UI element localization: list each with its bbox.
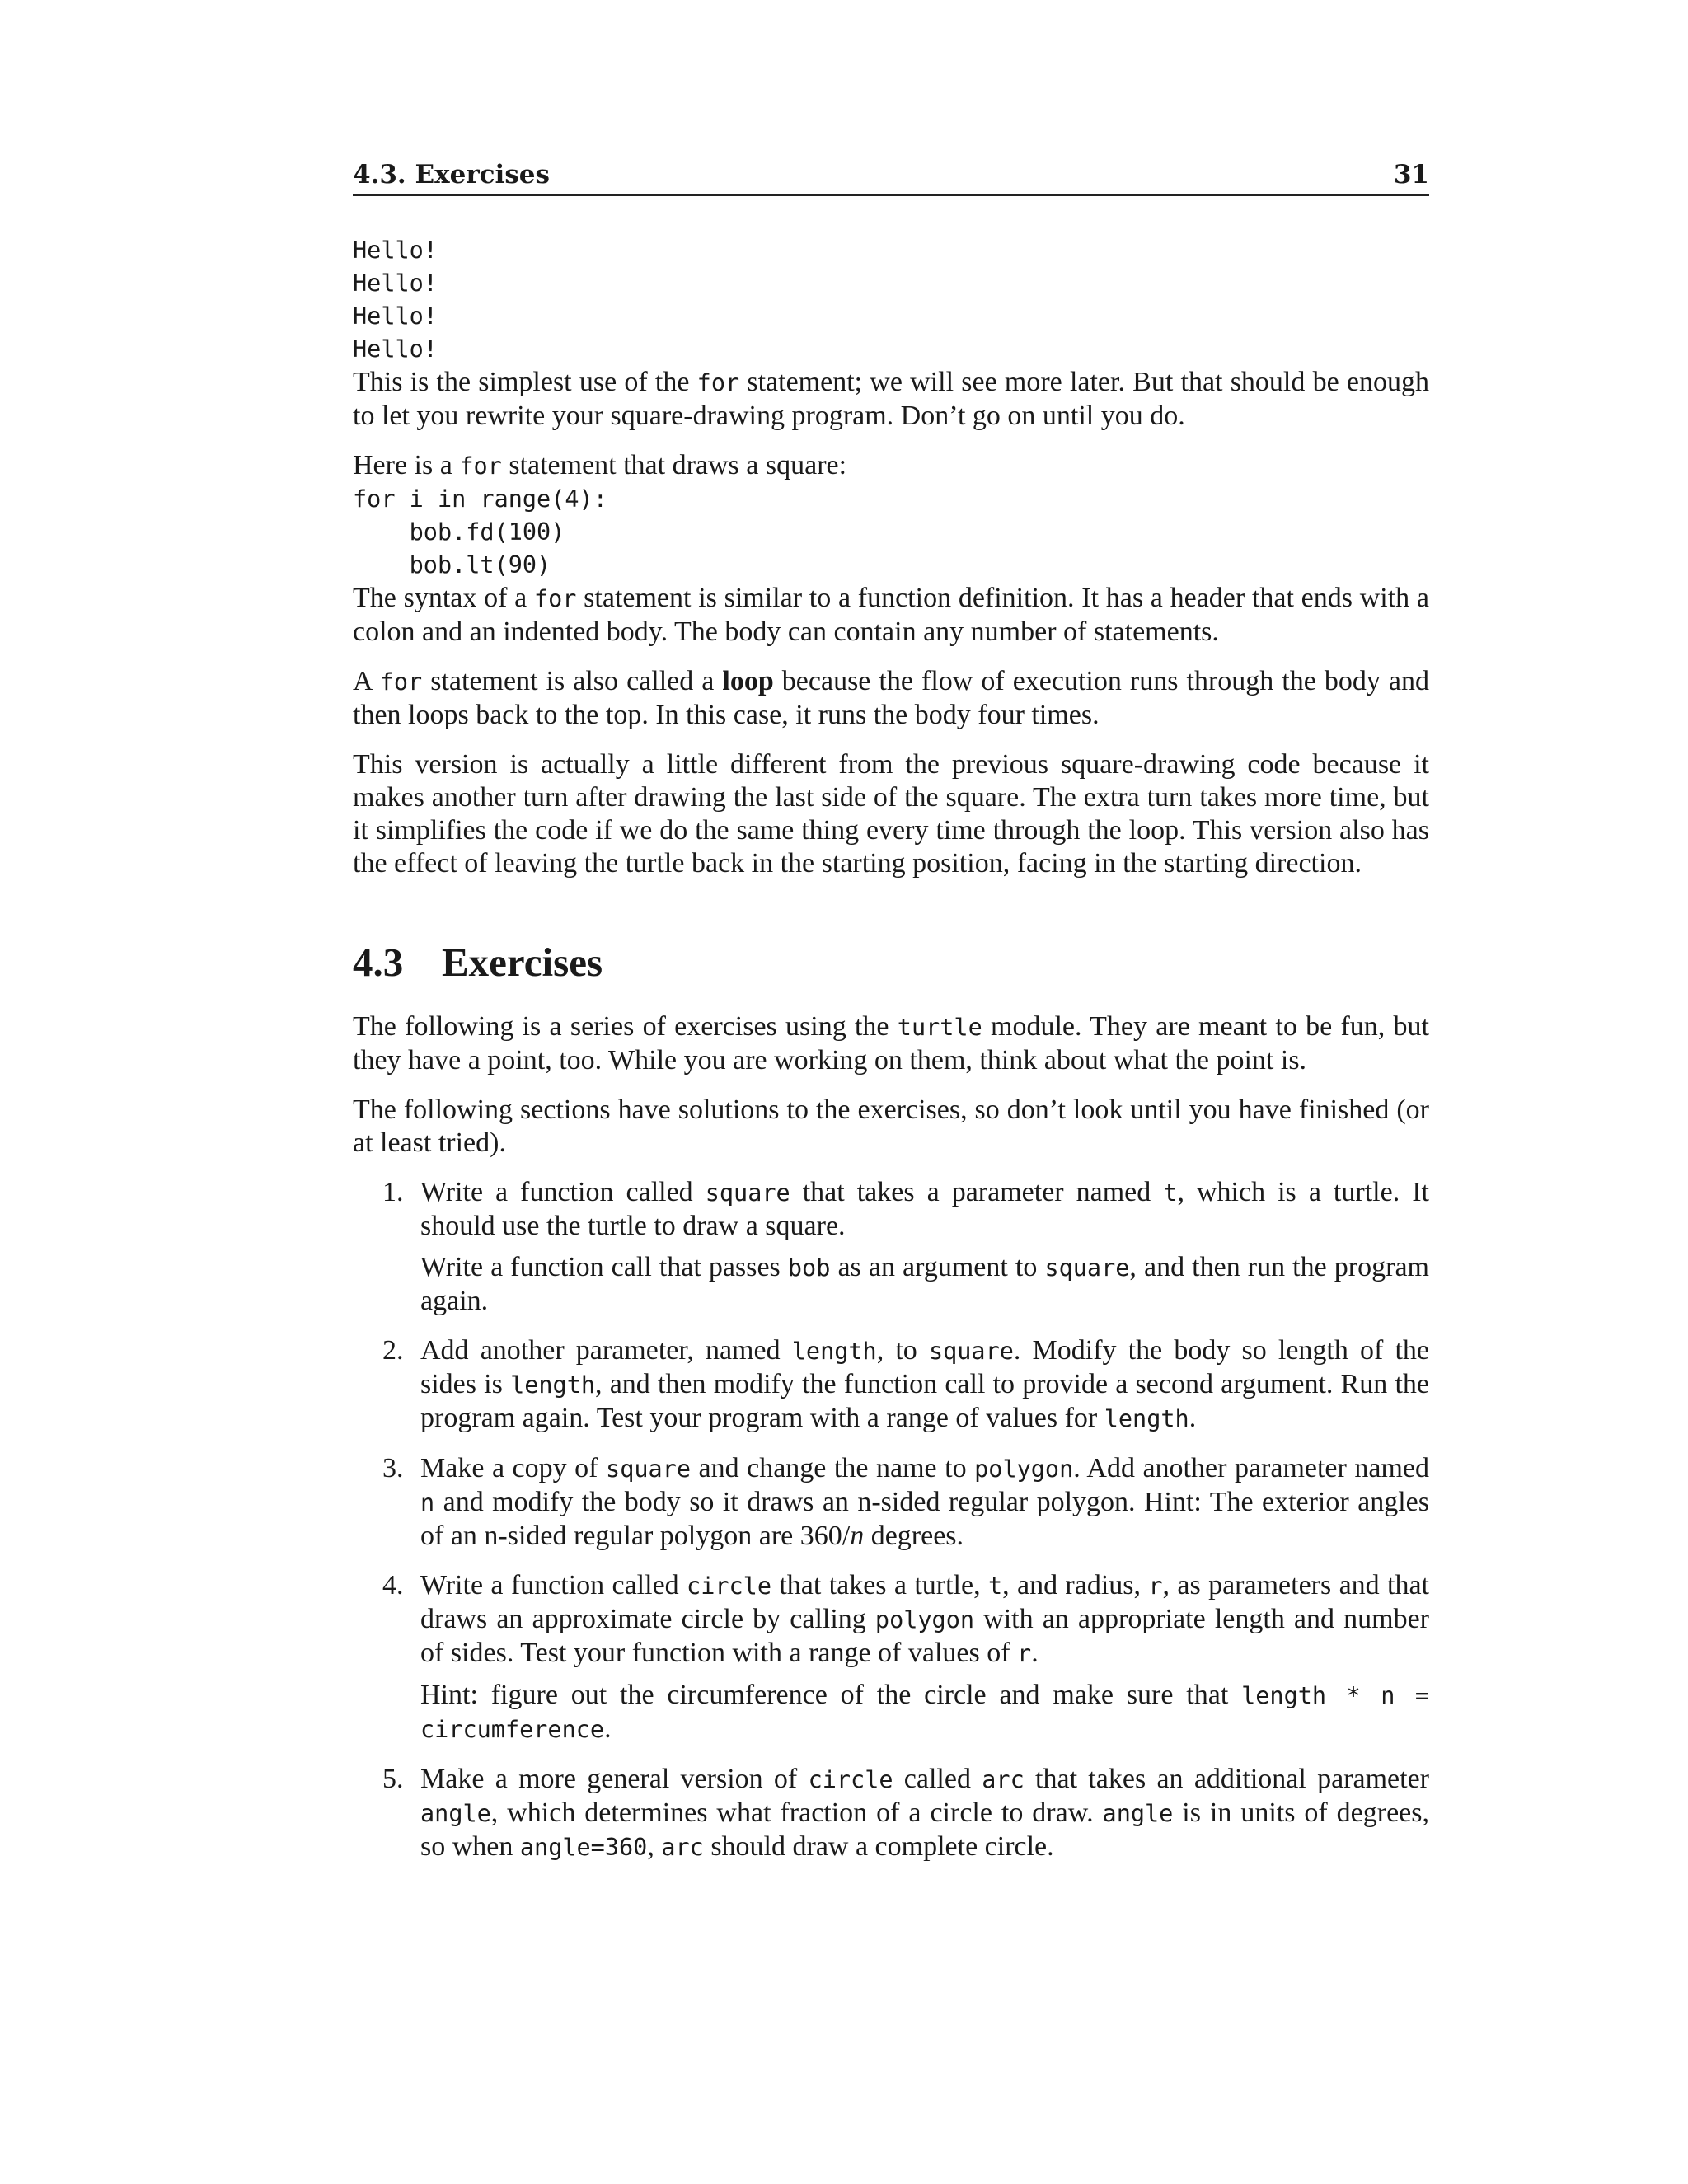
exercise-item-3 (353, 1452, 1429, 1553)
inline-code: length (1104, 1405, 1189, 1432)
paragraph-exercises-intro (353, 1010, 1429, 1077)
page-number: 31 (1393, 160, 1429, 190)
text-run: Add another parameter, named (420, 1335, 792, 1366)
inline-code: square (928, 1338, 1014, 1365)
exercise-text (420, 1763, 1429, 1864)
running-header (353, 158, 1429, 196)
text-run: is in units of degrees, so when (420, 1797, 1430, 1862)
paragraph-for-syntax (353, 582, 1429, 649)
inline-code: n (420, 1489, 435, 1516)
text-run: , as parameters and that draws an approximate circle by calling (420, 1570, 1429, 1634)
inline-code: r (1017, 1640, 1032, 1667)
section-number: 4.3 (353, 940, 404, 985)
list-marker: 4. (382, 1570, 404, 1601)
book-page (353, 158, 1429, 1881)
inline-code: turtle (897, 1014, 982, 1041)
text-run: Write a function called (420, 1570, 687, 1601)
text-run: statement is similar to a function definition. It has a header that ends with a colon and an indented body. The body can contain any number of statements. (353, 583, 1429, 647)
inline-code: arc (982, 1766, 1025, 1793)
text-run: , which determines what fraction of a circle to draw. (490, 1797, 1103, 1828)
exercise-list (353, 1176, 1429, 1864)
code-line: for i in range(4): (353, 485, 607, 513)
inline-code: for (533, 585, 577, 612)
text-run: . Modify the body so length of the sides is (420, 1335, 1429, 1399)
text-run: , and then run the program again. (420, 1252, 1429, 1316)
text-run: . (1189, 1403, 1197, 1433)
inline-code: polygon (974, 1455, 1074, 1483)
inline-code: angle (1102, 1800, 1174, 1827)
text-run: Make a copy of (420, 1453, 607, 1483)
text-run: because the flow of execution runs through the body and then loops back to the top. In this case, it runs the body four times. (353, 666, 1429, 730)
exercise-text (420, 1452, 1429, 1553)
text-run: Write a function called (420, 1177, 706, 1207)
inline-code: for (379, 668, 423, 696)
inline-code: polygon (874, 1606, 975, 1633)
code-line: Hello! (353, 302, 438, 330)
inline-code: circle (687, 1572, 771, 1600)
text-run: Here is a (353, 450, 460, 480)
text-run: statement that draws a square: (501, 450, 847, 480)
code-line: Hello! (353, 237, 438, 264)
text-run: that takes a parameter named (790, 1177, 1164, 1207)
list-marker: 5. (382, 1764, 404, 1794)
paragraph-version-difference: This version is actually a little different from the previous square-drawing code because it makes another turn after drawing the last side of the square. The extra turn takes more time, but it simplifies the code if we do the same thing every time through the loop. This version also has the effect of leaving the turtle back in the starting position, facing in the starting direction. (353, 749, 1429, 879)
text-run: The syntax of a (353, 583, 534, 613)
text-run: that takes a turtle, (771, 1570, 988, 1601)
inline-code: angle (420, 1800, 491, 1827)
inline-code: t (1163, 1179, 1178, 1207)
text-run: . (604, 1713, 612, 1744)
text-run: . (1031, 1638, 1039, 1668)
text-run: , to (876, 1335, 929, 1366)
inline-code: for (459, 452, 502, 480)
text-run: . Add another parameter named (1073, 1453, 1429, 1483)
code-for-loop-block (353, 483, 1429, 582)
inline-code: r (1148, 1572, 1163, 1600)
list-marker: 3. (382, 1453, 404, 1483)
paragraph-solutions-note: The following sections have solutions to the exercises, so don’t look until you have finished (or at least tried). (353, 1094, 1429, 1158)
inline-code: square (705, 1179, 790, 1207)
exercise-text (420, 1569, 1429, 1671)
inline-code: bob (787, 1254, 831, 1282)
text-run: Make a more general version of (420, 1764, 809, 1794)
inline-code: square (1044, 1254, 1130, 1282)
list-marker: 1. (382, 1177, 404, 1207)
section-heading (353, 940, 1429, 986)
inline-code: circle (808, 1766, 893, 1793)
text-run: This is the simplest use of the (353, 367, 697, 397)
exercise-text (420, 1176, 1429, 1243)
text-run: Hint: figure out the circumference of the circle and make sure that (420, 1680, 1242, 1710)
code-line: Hello! (353, 335, 438, 363)
text-run: statement is also called a (422, 666, 723, 696)
text-run: , and radius, (1002, 1570, 1149, 1601)
math-variable: n (850, 1521, 865, 1551)
inline-code: length (791, 1338, 877, 1365)
paragraph-for-square-intro (353, 449, 1429, 483)
text-run: A (353, 666, 380, 696)
inline-code: length * n = circumference (420, 1682, 1429, 1743)
text-run: as an argument to (830, 1252, 1045, 1282)
text-run: that takes an additional parameter (1024, 1764, 1429, 1794)
inline-code: t (987, 1572, 1003, 1600)
exercise-text (420, 1679, 1429, 1746)
inline-code: arc (661, 1834, 704, 1861)
section-title-text: Exercises (442, 940, 603, 985)
list-marker: 2. (382, 1335, 404, 1366)
text-run: module. They are meant to be fun, but they have a point, too. While you are working on them, think about what the point is. (353, 1011, 1429, 1076)
text-run: , and then modify the function call to provide a second argument. Run the program again. Test your program with a range of values for (420, 1369, 1429, 1433)
code-line: bob.lt(90) (353, 551, 551, 579)
text-run: , (647, 1831, 662, 1862)
inline-code: angle=360 (519, 1834, 648, 1861)
text-run: Write a function call that passes (420, 1252, 788, 1282)
text-run: should draw a complete circle. (703, 1831, 1054, 1862)
exercise-text (420, 1334, 1429, 1436)
paragraph-simplest-for (353, 366, 1429, 433)
inline-code: for (696, 369, 740, 396)
exercise-item-4 (353, 1569, 1429, 1746)
exercise-item-1 (353, 1176, 1429, 1318)
exercise-text (420, 1251, 1429, 1318)
text-run: and change the name to (690, 1453, 975, 1483)
text-run: with an appropriate length and number of sides. Test your function with a range of values of (420, 1604, 1429, 1668)
code-line: bob.fd(100) (353, 518, 565, 546)
header-section-label: 4.3. Exercises (353, 160, 550, 190)
term-bold: loop (722, 666, 774, 696)
code-line: Hello! (353, 269, 438, 297)
text-run: , which is a turtle. It should use the turtle to draw a square. (420, 1177, 1429, 1241)
text-run: degrees. (864, 1521, 964, 1551)
text-run: called (893, 1764, 982, 1794)
exercise-item-5 (353, 1763, 1429, 1864)
code-output-block (353, 234, 1429, 366)
paragraph-loop-definition (353, 665, 1429, 732)
text-run: The following is a series of exercises using the (353, 1011, 898, 1042)
exercise-item-2 (353, 1334, 1429, 1436)
text-run: and modify the body so it draws an n-sided regular polygon. Hint: The exterior angles of an n-sided regular polygon are 360/ (420, 1487, 1429, 1551)
inline-code: square (606, 1455, 691, 1483)
text-run: statement; we will see more later. But that should be enough to let you rewrite your square-drawing program. Don’t go on until you do. (353, 367, 1429, 431)
inline-code: length (510, 1371, 596, 1399)
